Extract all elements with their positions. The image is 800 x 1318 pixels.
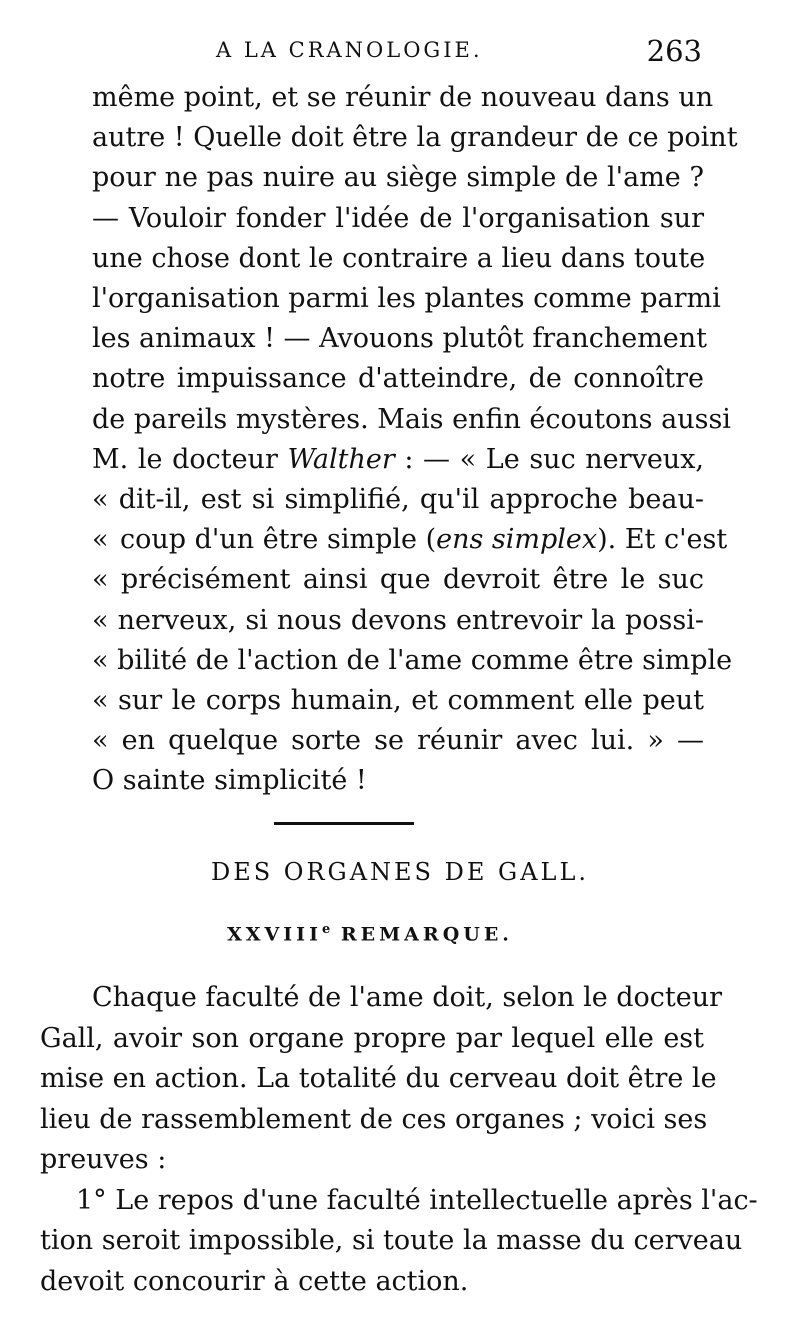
text-line: pour ne pas nuire au siège simple de l'ame ? <box>92 162 704 194</box>
text-fragment: M. le docteur <box>92 443 288 475</box>
text-fragment: ). Et c'est <box>597 524 728 556</box>
text-line: lieu de rassemblement de ces organes ; voici ses <box>40 1103 708 1135</box>
text-line: de pareils mystères. Mais enfin écoutons aussi <box>92 403 731 435</box>
text-line: « en quelque sorte se réunir avec lui. » — <box>92 725 704 757</box>
text-line: même point, et se réunir de nouveau dans un <box>92 82 714 113</box>
text-line: — Vouloir fonder l'idée de l'organisation sur <box>92 202 704 234</box>
text-line: O sainte simplicité ! <box>92 765 367 797</box>
text-line: « précisément ainsi que devroit être le suc <box>92 564 704 596</box>
text-line: « sur le corps humain, et comment elle peut <box>92 685 704 717</box>
text-line: 1° Le repos d'une faculté intellectuelle après l'ac- <box>76 1184 758 1216</box>
text-fragment: : — « Le suc nerveux, <box>394 443 705 475</box>
text-line: « bilité de l'action de l'ame comme être simple <box>92 644 733 676</box>
page-number: 263 <box>646 34 702 68</box>
quote-mark: « <box>92 524 109 556</box>
text-line: autre ! Quelle doit être la grandeur de ce point <box>92 122 738 154</box>
text-line: Chaque faculté de l'ame doit, selon le docteur <box>92 982 723 1013</box>
text-line: « dit-il, est si simplifié, qu'il approche beau- <box>92 484 704 516</box>
text-line: les animaux ! — Avouons plutôt franchement <box>92 323 708 355</box>
latin-term-italic: ens simplex <box>436 524 598 556</box>
author-name-italic: Walther <box>287 443 395 475</box>
remark-heading <box>0 922 740 945</box>
section-divider-rule <box>274 822 414 825</box>
text-line-ens-simplex <box>92 520 728 560</box>
text-fragment: coup d'un être simple ( <box>120 524 437 556</box>
remark-number: XXVIII <box>227 923 322 946</box>
section-paragraph <box>40 978 758 1302</box>
text-line: devoit concourir à cette action. <box>40 1265 469 1297</box>
text-line: mise en action. La totalité du cerveau doit être le <box>40 1063 717 1094</box>
running-title: A LA CRANOLOGIE. <box>216 38 483 62</box>
section-title: DES ORGANES DE GALL. <box>210 858 590 886</box>
text-line: « nerveux, si nous devons entrevoir la possi- <box>92 604 704 636</box>
text-line: l'organisation parmi les plantes comme parmi <box>92 283 721 315</box>
running-header <box>92 34 702 74</box>
text-line: tion seroit impossible, si toute la masse du cerveau <box>40 1225 743 1256</box>
text-line: une chose dont le contraire a lieu dans toute <box>92 242 706 274</box>
remark-word: REMARQUE. <box>340 923 513 946</box>
remark-superscript: e <box>321 922 331 937</box>
body-paragraph <box>92 78 738 802</box>
text-line: Gall, avoir son organe propre par lequel elle est <box>40 1022 704 1054</box>
text-line-walther <box>92 440 704 480</box>
text-line: preuves : <box>40 1144 167 1175</box>
text-line: notre impuissance d'atteindre, de connoître <box>92 363 704 395</box>
